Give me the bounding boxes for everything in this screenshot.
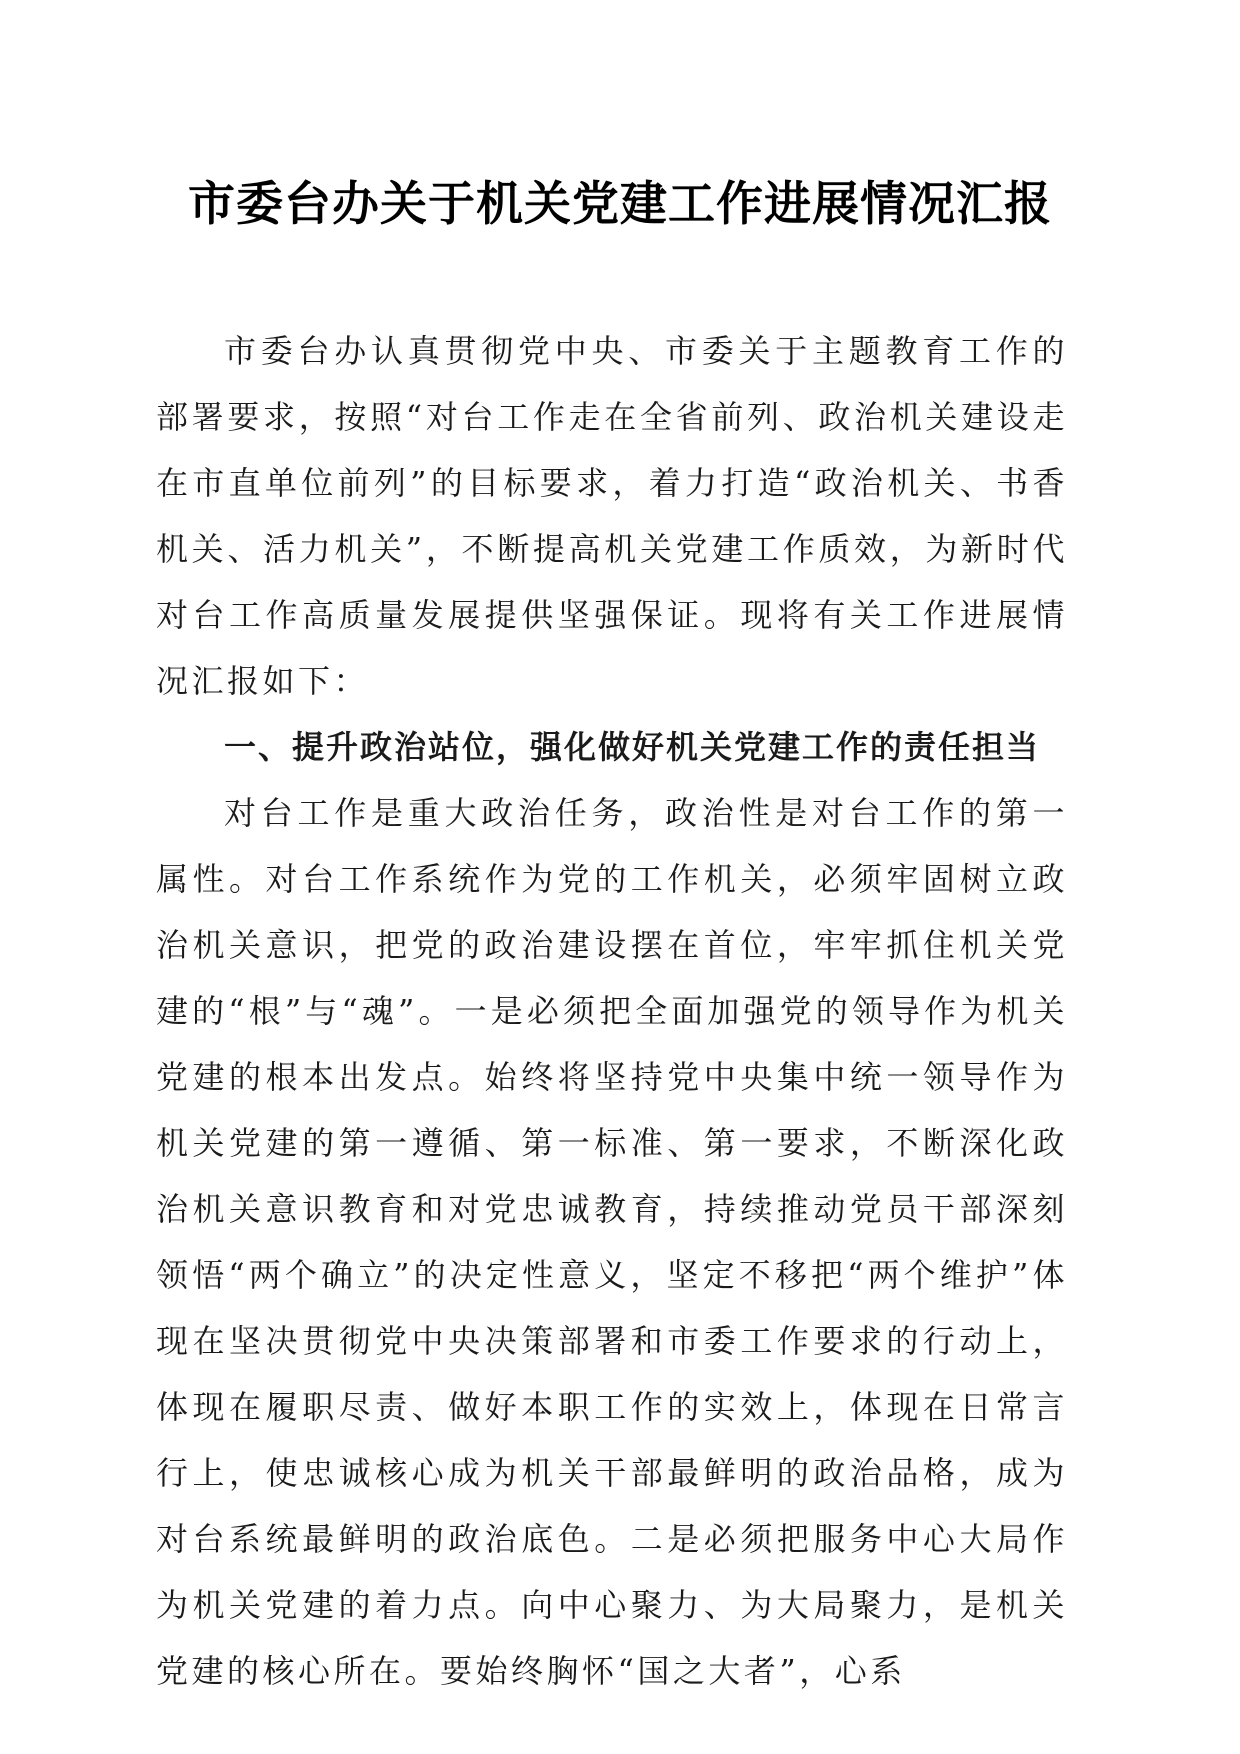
document-title: 市委台办关于机关党建工作进展情况汇报	[188, 177, 1052, 232]
intro-paragraph: 市委台办认真贯彻党中央、市委关于主题教育工作的部署要求，按照“对台工作走在全省前列、政治机关建设走在市直单位前列”的目标要求，着力打造“政治机关、书香机关、活力机关”，不断提高机关党建工作质效，为新时代对台工作高质量发展提供坚强保证。现将有关工作进展情况汇报如下：	[156, 332, 1068, 700]
section-paragraph-1: 对台工作是重大政治任务，政治性是对台工作的第一属性。对台工作系统作为党的工作机关，必须牢固树立政治机关意识，把党的政治建设摆在首位，牢牢抓住机关党建的“根”与“魂”。一是必须把全面加强党的领导作为机关党建的根本出发点。始终将坚持党中央集中统一领导作为机关党建的第一遵循、第一标准、第一要求，不断深化政治机关意识教育和对党忠诚教育，持续推动党员干部深刻领悟“两个确立”的决定性意义，坚定不移把“两个维护”体现在坚决贯彻党中央决策部署和市委工作要求的行动上，体现在履职尽责、做好本职工作的实效上，体现在日常言行上，使忠诚核心成为机关干部最鲜明的政治品格，成为对台系统最鲜明的政治底色。二是必须把服务中心大局作为机关党建的着力点。向中心聚力、为大局聚力，是机关党建的核心所在。要始终胸怀“国之大者”，心系	[156, 794, 1068, 1690]
document-body	[156, 318, 1068, 1704]
section-heading-1: 一、提升政治站位，强化做好机关党建工作的责任担当	[224, 728, 1041, 766]
